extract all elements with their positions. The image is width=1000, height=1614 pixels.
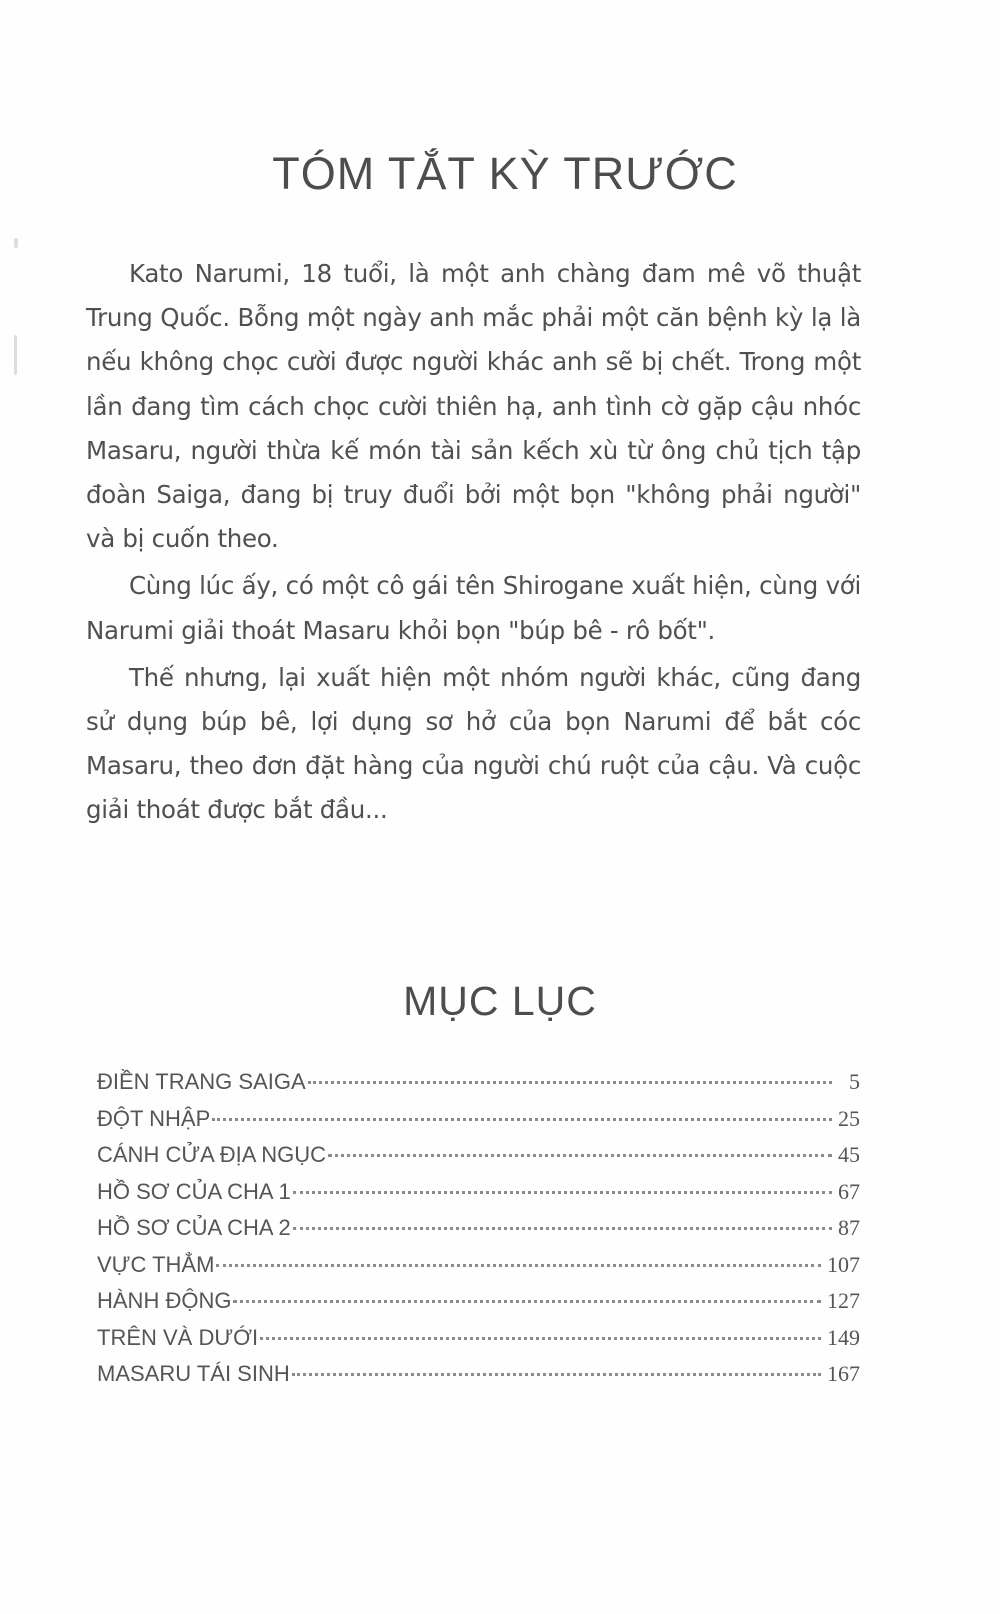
toc-entry bbox=[97, 1247, 860, 1284]
dot-leader bbox=[292, 1373, 821, 1376]
dot-leader bbox=[260, 1337, 821, 1340]
dot-leader bbox=[293, 1191, 832, 1194]
summary-title: TÓM TẮT KỲ TRƯỚC bbox=[272, 148, 738, 199]
toc-entry-page: 149 bbox=[827, 1324, 860, 1350]
summary-paragraph: Kato Narumi, 18 tuổi, là một anh chàng đam mê võ thuật Trung Quốc. Bỗng một ngày anh mắc phải một căn bệnh kỳ lạ là nếu không chọc cười được người khác anh sẽ bị chết. Trong một lần đang tìm cách chọc cười thiên hạ, anh tình cờ gặp cậu nhóc Masaru, người thừa kế món tài sản kếch xù từ ông chủ tịch tập đoàn Saiga, đang bị truy đuổi bởi một bọn "không phải người" và bị cuốn theo. bbox=[86, 259, 861, 554]
scan-artifact bbox=[14, 335, 17, 375]
toc-entry-label: HỒ SƠ CỦA CHA 1 bbox=[97, 1178, 291, 1204]
toc-entry bbox=[97, 1137, 860, 1174]
summary-text bbox=[86, 252, 861, 833]
dot-leader bbox=[212, 1118, 832, 1121]
toc-entry bbox=[97, 1174, 860, 1211]
toc-entry bbox=[97, 1210, 860, 1247]
toc-entry-page: 25 bbox=[838, 1105, 860, 1131]
summary-paragraph: Cùng lúc ấy, có một cô gái tên Shirogane xuất hiện, cùng với Narumi giải thoát Masaru khỏi bọn "búp bê - rô bốt". bbox=[86, 571, 861, 645]
toc-entry-label: TRÊN VÀ DƯỚI bbox=[97, 1324, 259, 1350]
dot-leader bbox=[216, 1264, 821, 1267]
scan-artifact bbox=[14, 238, 18, 248]
toc-entry-page: 167 bbox=[827, 1361, 860, 1386]
toc-entry bbox=[97, 1101, 860, 1138]
dot-leader bbox=[233, 1300, 821, 1303]
toc-entry-label: ĐỘT NHẬP bbox=[97, 1105, 211, 1131]
toc-entry-label: HÀNH ĐỘNG bbox=[97, 1288, 232, 1313]
toc-entry-page: 87 bbox=[838, 1215, 860, 1240]
toc-entry bbox=[97, 1064, 860, 1101]
toc-entry-page: 107 bbox=[827, 1251, 860, 1277]
toc-title: MỤC LỤC bbox=[403, 978, 597, 1024]
dot-leader bbox=[308, 1081, 832, 1084]
toc-entry-label: HỒ SƠ CỦA CHA 2 bbox=[97, 1215, 291, 1240]
toc-entry-label: VỰC THẲM bbox=[97, 1251, 215, 1277]
dot-leader bbox=[293, 1227, 832, 1230]
toc-entry bbox=[97, 1320, 860, 1357]
toc-entry-page: 127 bbox=[827, 1288, 860, 1313]
summary-paragraph: Thế nhưng, lại xuất hiện một nhóm người khác, cũng đang sử dụng búp bê, lợi dụng sơ hở của bọn Narumi để bắt cóc Masaru, theo đơn đặt hàng của người chú ruột của cậu. Và cuộc giải thoát được bắt đầu... bbox=[86, 662, 861, 825]
toc-entry-page: 45 bbox=[838, 1142, 860, 1167]
toc-entry bbox=[97, 1356, 860, 1393]
toc-entry-label: ĐIỀN TRANG SAIGA bbox=[97, 1069, 306, 1094]
toc-entry-label: MASARU TÁI SINH bbox=[97, 1361, 290, 1386]
toc-entry bbox=[97, 1283, 860, 1320]
toc-entry-label: CÁNH CỬA ĐỊA NGỤC bbox=[97, 1142, 327, 1167]
dot-leader bbox=[328, 1154, 832, 1157]
toc-entry-page: 5 bbox=[849, 1069, 860, 1094]
table-of-contents bbox=[97, 1064, 860, 1393]
toc-entry-page: 67 bbox=[838, 1178, 860, 1204]
